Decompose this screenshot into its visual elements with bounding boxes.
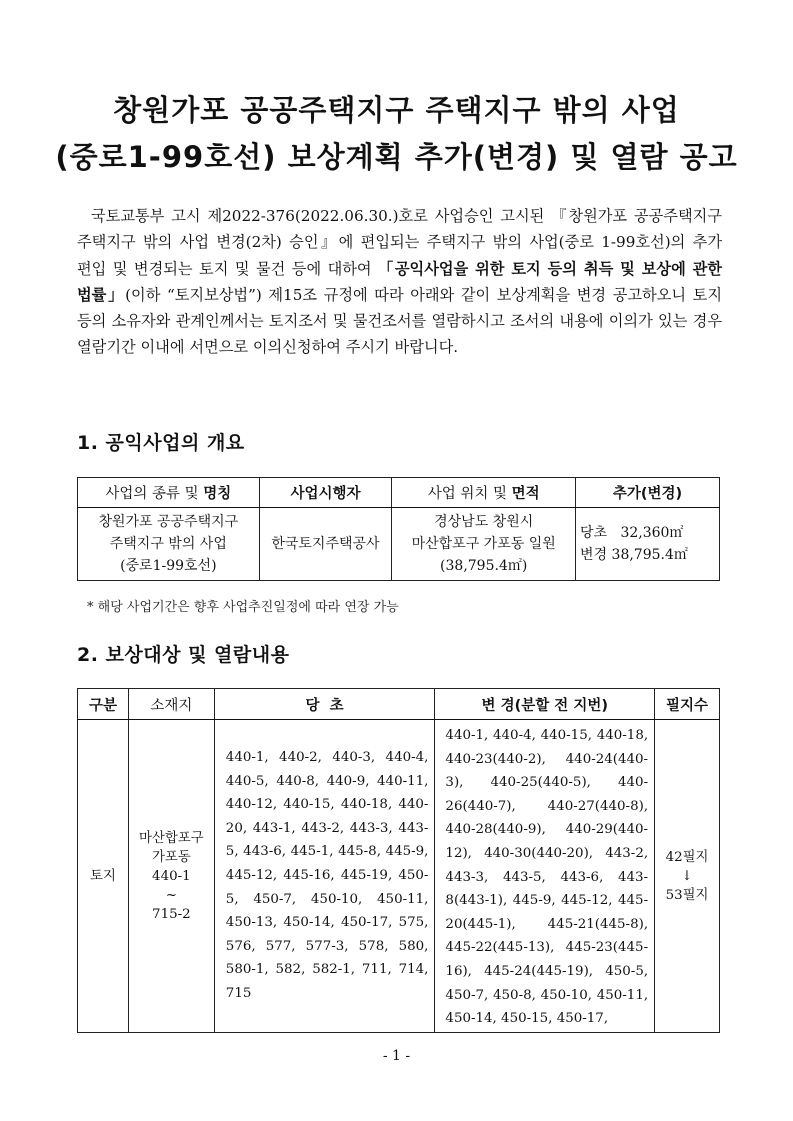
header-changed: 변 경(분할 전 지번) [435, 689, 655, 720]
header-original: 당 초 [214, 689, 435, 720]
section-1-heading: 1. 공익사업의 개요 [77, 432, 245, 454]
table-row [78, 720, 720, 1033]
law-name: 「공익사업을 위한 토지 등의 취득 및 보상에 관한 법률」 [77, 259, 723, 304]
original-lots-cell: 440-1, 440-2, 440-3, 440-4, 440-5, 440-8, 440-9, 440-11, 440-12, 440-15, 440-18, 440-20, 443-1, 443-2, 443-3, 443-5, 443-6, 445-1, 445-8, 445-9, 445-12, 445-16, 445-19, 450-5, 450-7, 450-10, 450-11, 450-13, 450-14, 450-17, 575, 576, 577, 577-3, 578, 580, 580-1, 582, 582-1, 711, 714, 715 [214, 720, 435, 1033]
table-header-row [78, 689, 720, 720]
header-location: 사업 위치 및 면적 [392, 478, 576, 508]
intro-text-1: 국토교통부 고시 제2022-376(2022.06.30.)호로 사업승인 고시된 『창원가포 공공주택지구 주택지구 밖의 사업 변경(2차) 승인』에 편입되는 주택지구 밖의 사업(중로 1-99호선)의 추가 편입 및 변경되는 토지 및 물건 등에 대하여 [77, 207, 722, 278]
header-location: 소재지 [128, 689, 214, 720]
changed-lots-cell: 440-1, 440-4, 440-15, 440-18, 440-23(440-2), 440-24(440-3), 440-25(440-5), 440-26(440-7), 440-27(440-8), 440-28(440-9), 440-29(440-12), 440-30(440-20), 443-2, 443-3, 443-5, 443-6, 443-8(443-1), 445-9, 445-12, 445-20(445-1), 445-21(445-8), 445-22(445-13), 445-23(445-16), 445-24(445-19), 450-5, 450-7, 450-8, 450-10, 450-11, 450-14, 450-15, 450-17, [435, 720, 655, 1033]
change-cell: 당초 32,360㎡ 변경 38,795.4㎡ [576, 508, 720, 581]
operator-cell: 한국토지주택공사 [259, 508, 392, 581]
intro-text-2: (이하 “토지보상법”) 제15조 규정에 따라 아래와 같이 보상계획을 변경 공고하오니 토지 등의 소유자와 관계인께서는 토지조서 및 물건조서를 열람하시고 조서의 내용에 이의가 있는 경우 열람기간 이내에 서면으로 이의신청하여 주시기 바랍니다. [77, 285, 722, 357]
header-lot-count: 필지수 [655, 689, 720, 720]
header-change: 추가(변경) [576, 478, 720, 508]
table-row [78, 508, 720, 581]
title-line-1: 창원가포 공공주택지구 주택지구 밖의 사업 [113, 93, 680, 127]
location-cell: 마산합포구 가포동 440-1 ~ 715-2 [128, 720, 214, 1033]
overview-note: * 해당 사업기간은 향후 사업추진일정에 따라 연장 가능 [87, 600, 399, 615]
section-2-heading: 2. 보상대상 및 열람내용 [77, 644, 290, 666]
arrow-down-icon: ↓ [681, 868, 693, 884]
compensation-table [77, 688, 720, 1033]
intro-paragraph [77, 203, 722, 361]
lot-count-cell: 42필지 ↓ 53필지 [655, 720, 720, 1033]
header-type: 구분 [78, 689, 129, 720]
header-project-name: 사업의 종류 및 명칭 [78, 478, 260, 508]
type-cell: 토지 [78, 720, 129, 1033]
location-cell: 경상남도 창원시 마산합포구 가포동 일원 (38,795.4㎡) [392, 508, 576, 581]
project-name-cell: 창원가포 공공주택지구 주택지구 밖의 사업 (중로1-99호선) [78, 508, 260, 581]
page-number: - 1 - [382, 1048, 411, 1064]
table-header-row [78, 478, 720, 508]
header-operator: 사업시행자 [259, 478, 392, 508]
title-line-2: (중로1-99호선) 보상계획 추가(변경) 및 열람 공고 [55, 140, 738, 174]
project-overview-table [77, 477, 720, 581]
